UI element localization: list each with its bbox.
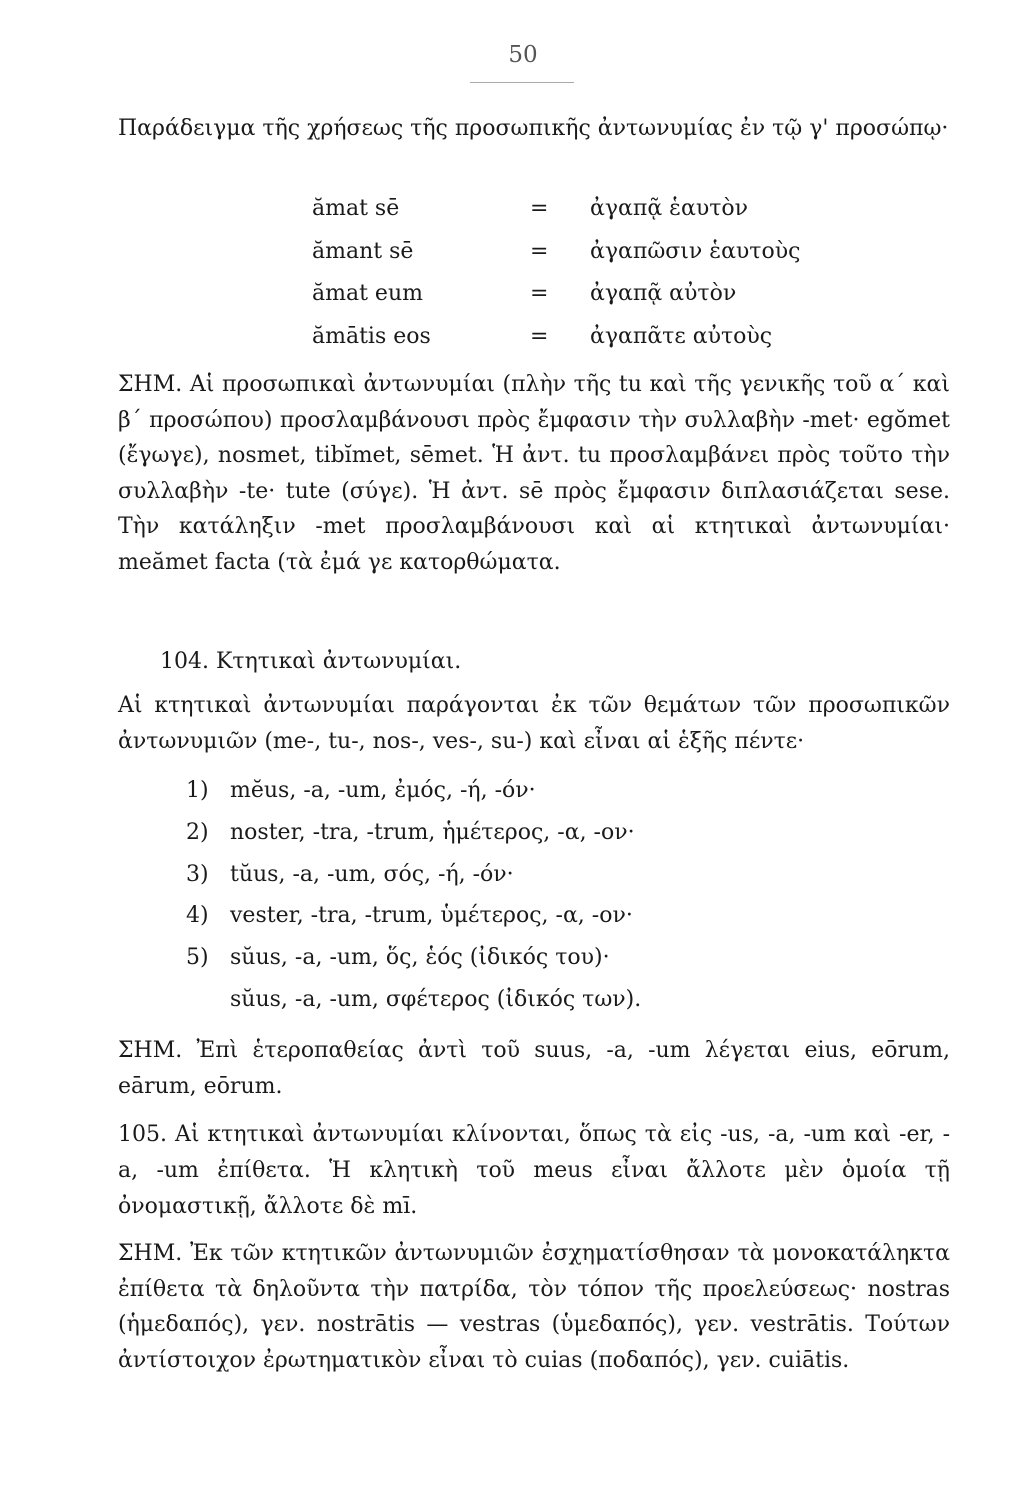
- list-item-text: noster, -tra, -trum, ἡμέτερος, -α, -ον·: [230, 819, 635, 845]
- list-item-text: tŭus, -a, -um, σός, -ή, -όν·: [230, 861, 514, 887]
- list-item-text: sŭus, -a, -um, σφέτερος (ἰδικός των).: [230, 986, 642, 1012]
- example-row: [312, 281, 832, 324]
- example-row: [312, 324, 832, 367]
- section-104-heading: 104. Κτητικαὶ ἀντωνυμίαι.: [160, 649, 462, 674]
- section-105-paragraph: 105. Αἱ κτητικαὶ ἀντωνυμίαι κλίνονται, ὅπως τὰ εἰς -us, -a, -um καὶ -er, -a, -um ἐπίθετα. Ἡ κλητικὴ τοῦ meus εἶναι ἄλλοτε μὲν ὁμοία τῇ ὀνομαστικῇ, ἄλλοτε δὲ mī.: [118, 1122, 950, 1220]
- list-item-number: 1): [186, 778, 209, 803]
- list-item-number: 4): [186, 903, 209, 929]
- example-latin: ămant sē: [312, 238, 414, 264]
- example-equals: =: [530, 281, 549, 306]
- example-equals: =: [530, 323, 549, 349]
- example-greek: ἀγαπᾷ αὐτὸν: [590, 281, 737, 306]
- note-heteropathy: ΣΗΜ. Ἐπὶ ἑτεροπαθείας ἀντὶ τοῦ suus, -a, -um λέγεται eius, eōrum, eārum, eōrum.: [118, 1038, 950, 1100]
- list-item-number: 2): [186, 819, 209, 845]
- list-item-number: 5): [186, 945, 209, 971]
- note-derived-adjectives: ΣΗΜ. Ἐκ τῶν κτητικῶν ἀντωνυμιῶν ἐσχηματίσθησαν τὰ μονοκατάληκτα ἐπίθετα τὰ δηλοῦντα τὴν πατρίδα, τὸν τόπον τῆς προελεύσεως· nostras (ἡμεδαπός), γεν. nostrātis — vestras (ὑμεδαπός), γεν. vestrātis. Τούτων ἀντίστοιχον ἐρωτηματικὸν εἶναι τὸ cuias (ποδαπός), γεν. cuiātis.: [118, 1241, 950, 1373]
- example-greek: ἀγαπᾷ ἑαυτὸν: [590, 196, 748, 221]
- example-table: [312, 196, 832, 366]
- page-number: 50: [508, 42, 538, 68]
- list-item-number: 3): [186, 861, 209, 887]
- example-latin: ămat sē: [312, 196, 400, 221]
- list-item-text: sŭus, -a, -um, ὅς, ἑός (ἰδικός του)·: [230, 945, 610, 971]
- example-greek: ἀγαπᾶτε αὐτοὺς: [590, 323, 773, 349]
- list-item-text: mĕus, -a, -um, ἐμός, -ή, -όν·: [230, 778, 536, 803]
- note-personal-pronouns: ΣΗΜ. Αἱ προσωπικαὶ ἀντωνυμίαι (πλὴν τῆς tu καὶ τῆς γενικῆς τοῦ α΄ καὶ β΄ προσώπου) προσλαμβάνουσι πρὸς ἔμφασιν τὴν συλλαβὴν -met· egŏmet (ἔγωγε), nosmet, tibĭmet, sēmet. Ἡ ἀντ. tu προσλαμβάνει πρὸς τοῦτο τὴν συλλαβὴν -te· tute (σύγε). Ἡ ἀντ. sē πρὸς ἔμφασιν διπλασιάζεται sese. Τὴν κατάληξιν -met προσλαμβάνουσι καὶ αἱ κτητικαὶ ἀντωνυμίαι· meămet facta (τὰ ἐμά γε κατορθώματα.: [118, 372, 950, 575]
- example-equals: =: [530, 196, 549, 221]
- example-row: [312, 239, 832, 282]
- example-greek: ἀγαπῶσιν ἑαυτοὺς: [590, 238, 801, 264]
- list-item-text: vester, -tra, -trum, ὑμέτερος, -α, -ον·: [230, 903, 633, 929]
- example-latin: ămat eum: [312, 281, 423, 306]
- section-104-paragraph: Αἱ κτητικαὶ ἀντωνυμίαι παράγονται ἐκ τῶν θεμάτων τῶν προσωπικῶν ἀντωνυμιῶν (me-, tu-, nos-, ves-, su-) καὶ εἶναι αἱ ἑξῆς πέντε·: [118, 693, 950, 755]
- example-latin: ămātis eos: [312, 323, 431, 349]
- example-row: [312, 196, 832, 239]
- example-equals: =: [530, 238, 549, 264]
- intro-paragraph: Παράδειγμα τῆς χρήσεως τῆς προσωπικῆς ἀντωνυμίας ἐν τῷ γ' προσώπῳ·: [118, 116, 949, 141]
- page-number-rule: [470, 82, 574, 83]
